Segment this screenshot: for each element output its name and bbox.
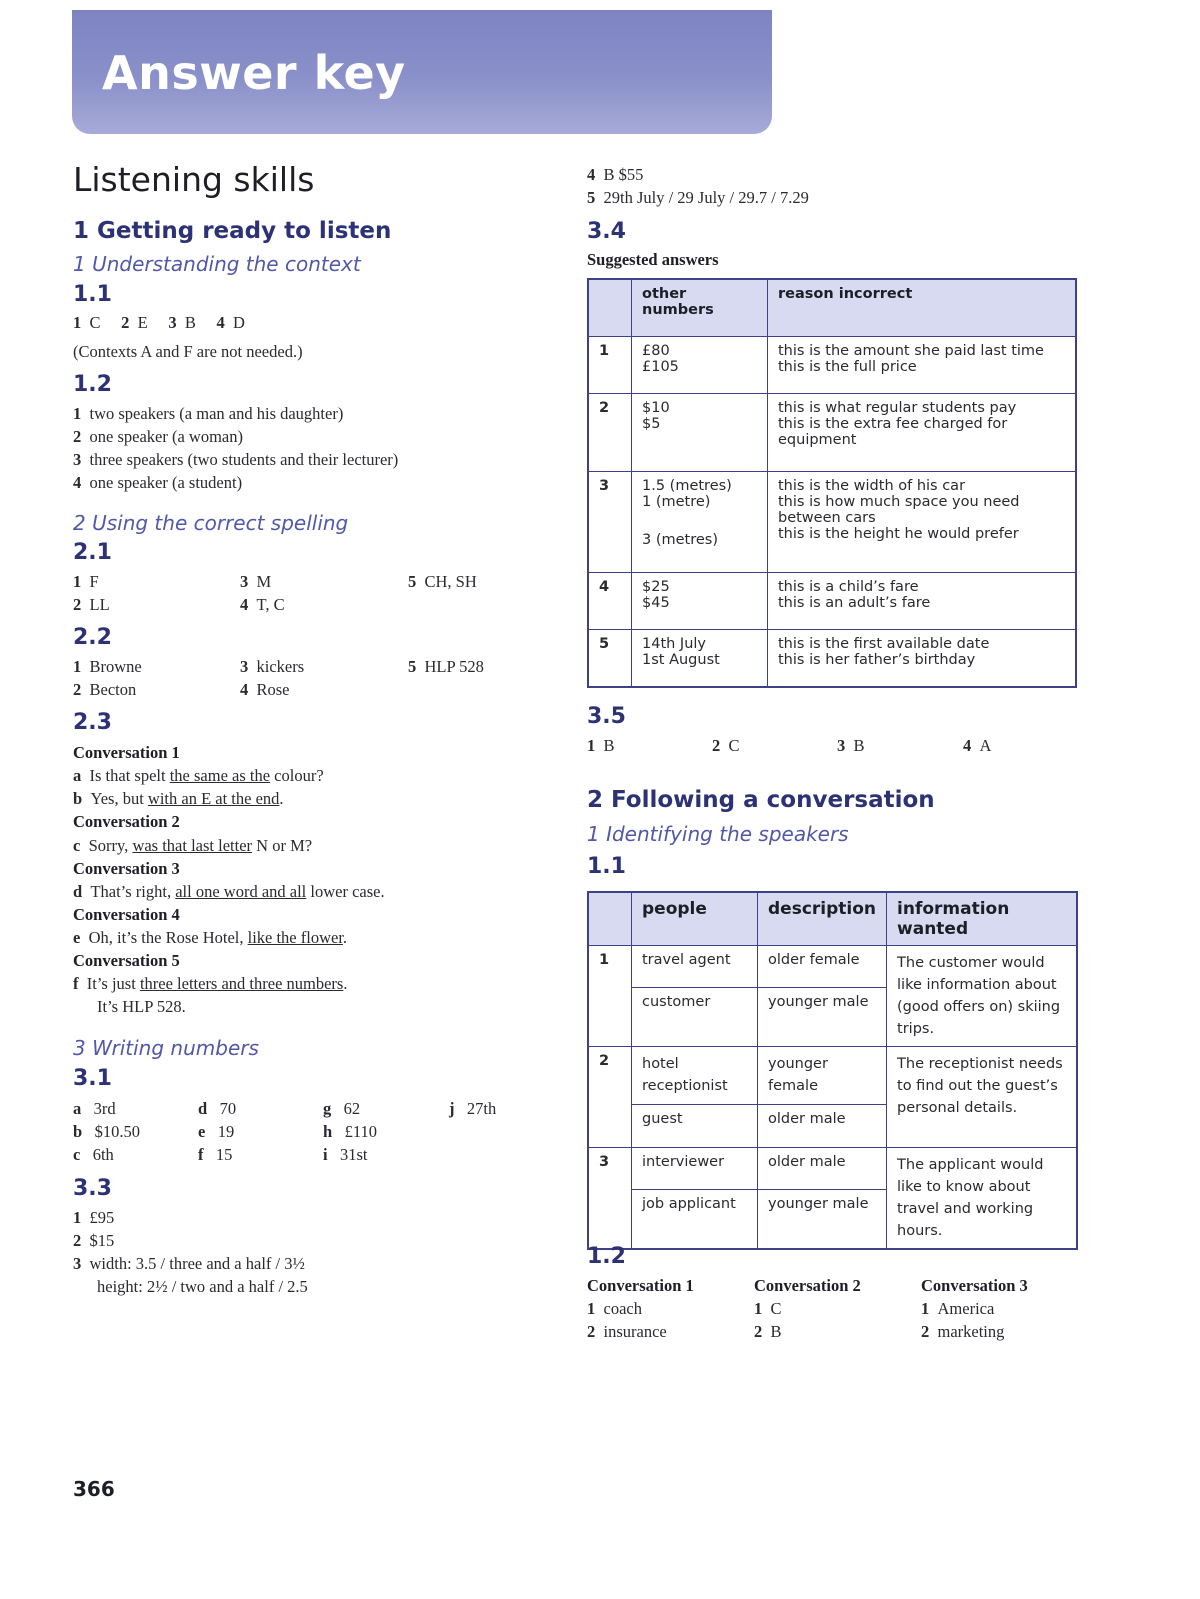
item-letter: c bbox=[73, 836, 81, 855]
item-number: 3 bbox=[73, 450, 82, 469]
item-text: M bbox=[256, 572, 272, 591]
page-number: 366 bbox=[73, 1477, 115, 1501]
item-text: B $55 bbox=[603, 165, 644, 184]
item-text: B bbox=[853, 736, 865, 755]
list-item bbox=[323, 1122, 377, 1142]
list-item bbox=[73, 1231, 114, 1251]
section-1-title: 1 Getting ready to listen bbox=[73, 218, 392, 244]
item-number: 3 bbox=[240, 572, 249, 591]
table-row bbox=[588, 472, 1076, 573]
number-value: $45 bbox=[642, 595, 670, 611]
item-number: 3 bbox=[73, 1254, 82, 1273]
item-number: 2 bbox=[73, 427, 82, 446]
header-cell: information wanted bbox=[887, 892, 1077, 946]
number-value: $5 bbox=[642, 416, 661, 432]
row-number: 4 bbox=[588, 573, 632, 630]
item-letter: b bbox=[73, 789, 83, 808]
header-cell: other numbers bbox=[632, 279, 768, 337]
item-text: kickers bbox=[256, 657, 305, 676]
table-row bbox=[588, 1047, 1077, 1105]
item-letter: d bbox=[198, 1099, 208, 1118]
header-cell bbox=[588, 892, 632, 946]
answer: C bbox=[89, 313, 101, 332]
exercise-3-1-number: 3.1 bbox=[73, 1066, 112, 1091]
item-text: 19 bbox=[217, 1122, 235, 1141]
reason-text: this is the first available date bbox=[778, 636, 990, 652]
exercise-3-5-number: 3.5 bbox=[587, 704, 626, 729]
item-number: 4 bbox=[587, 165, 596, 184]
list-item bbox=[198, 1145, 232, 1165]
subsection-2-title: 2 Using the correct spelling bbox=[73, 511, 349, 535]
item-letter: e bbox=[198, 1122, 206, 1141]
item-letter: c bbox=[73, 1145, 81, 1164]
page-title: Listening skills bbox=[73, 160, 315, 199]
description-cell: younger male bbox=[758, 1190, 887, 1249]
information-cell: The applicant would like to know about travel and working hours. bbox=[887, 1148, 1077, 1250]
item-letter: a bbox=[73, 766, 82, 785]
numbers-cell bbox=[632, 472, 768, 573]
exercise-3-3-number: 3.3 bbox=[73, 1176, 112, 1201]
item-number: 4 bbox=[240, 595, 249, 614]
list-item bbox=[587, 1322, 667, 1342]
list-item bbox=[73, 657, 142, 677]
underlined-phrase: with an E at the end bbox=[147, 789, 280, 808]
exercise-s2-1-1-number: 1.1 bbox=[587, 854, 626, 879]
item-text: Becton bbox=[89, 680, 137, 699]
list-item-continuation: It’s HLP 528. bbox=[97, 997, 186, 1016]
item-text: Sorry, bbox=[88, 836, 133, 855]
description-cell: older female bbox=[758, 946, 887, 988]
table-s2-1-1 bbox=[587, 891, 1078, 1250]
item-number: 1 bbox=[73, 404, 82, 423]
numbers-cell bbox=[632, 630, 768, 687]
item-number: 2 bbox=[921, 1322, 930, 1341]
item-text: It’s just bbox=[86, 974, 140, 993]
item-letter: f bbox=[198, 1145, 204, 1164]
item-number: 1 bbox=[73, 313, 82, 332]
list-item bbox=[587, 736, 615, 756]
item-letter: f bbox=[73, 974, 79, 993]
number-value: 1st August bbox=[642, 652, 720, 668]
header-cell bbox=[588, 279, 632, 337]
item-letter: e bbox=[73, 928, 81, 947]
exercise-2-3-number: 2.3 bbox=[73, 710, 112, 735]
item-text: . bbox=[342, 928, 348, 947]
item-text: T, C bbox=[256, 595, 285, 614]
group-number: 1 bbox=[588, 946, 632, 1047]
conversation-heading: Conversation 1 bbox=[587, 1276, 694, 1295]
item-text: America bbox=[937, 1299, 995, 1318]
item-text: one speaker (a student) bbox=[89, 473, 243, 492]
list-item bbox=[73, 1254, 305, 1274]
underlined-phrase: the same as the bbox=[169, 766, 271, 785]
list-item bbox=[240, 572, 271, 592]
item-number: 4 bbox=[240, 680, 249, 699]
item-number: 5 bbox=[408, 572, 417, 591]
list-item bbox=[587, 165, 643, 185]
item-text: HLP 528 bbox=[424, 657, 484, 676]
item-text: C bbox=[728, 736, 740, 755]
list-item bbox=[712, 736, 740, 756]
list-item bbox=[73, 473, 242, 493]
number-value: 1 (metre) bbox=[642, 494, 711, 510]
list-item bbox=[73, 1099, 116, 1119]
list-item bbox=[754, 1322, 782, 1342]
item-text: coach bbox=[603, 1299, 642, 1318]
conversation-heading: Conversation 4 bbox=[73, 905, 180, 924]
reason-cell bbox=[768, 630, 1077, 687]
item-text: 15 bbox=[215, 1145, 233, 1164]
people-cell: guest bbox=[632, 1105, 758, 1148]
item-letter: b bbox=[73, 1122, 83, 1141]
item-text: Yes, but bbox=[90, 789, 148, 808]
item-number: 2 bbox=[73, 680, 82, 699]
item-text: 31st bbox=[339, 1145, 368, 1164]
item-number: 2 bbox=[73, 595, 82, 614]
information-cell: The receptionist needs to find out the guest’s personal details. bbox=[887, 1047, 1077, 1148]
item-text: 3rd bbox=[93, 1099, 116, 1118]
item-text: CH, SH bbox=[424, 572, 477, 591]
list-item bbox=[73, 1145, 114, 1165]
reason-text: this is her father’s birthday bbox=[778, 652, 976, 668]
row-number: 1 bbox=[588, 337, 632, 394]
table-row bbox=[588, 1148, 1077, 1190]
item-number: 3 bbox=[168, 313, 177, 332]
item-letter: a bbox=[73, 1099, 82, 1118]
numbers-cell bbox=[632, 573, 768, 630]
item-text: That’s right, bbox=[90, 882, 176, 901]
subsection-3-title: 3 Writing numbers bbox=[73, 1036, 259, 1060]
list-item bbox=[73, 595, 110, 615]
item-text: . bbox=[343, 974, 348, 993]
group-number: 3 bbox=[588, 1148, 632, 1250]
subsection-identifying-speakers: 1 Identifying the speakers bbox=[587, 822, 849, 846]
exercise-1-1-note: (Contexts A and F are not needed.) bbox=[73, 342, 303, 361]
row-number: 3 bbox=[588, 472, 632, 573]
header-cell: description bbox=[758, 892, 887, 946]
group-number: 2 bbox=[588, 1047, 632, 1148]
description-cell: older male bbox=[758, 1148, 887, 1190]
exercise-3-4-number: 3.4 bbox=[587, 219, 626, 244]
exercise-1-1-answers bbox=[73, 313, 245, 333]
item-text: . bbox=[279, 789, 284, 808]
row-number: 2 bbox=[588, 394, 632, 472]
item-text: three speakers (two students and their lecturer) bbox=[89, 450, 399, 469]
item-text: B bbox=[603, 736, 615, 755]
list-item bbox=[73, 680, 136, 700]
list-item bbox=[73, 1208, 114, 1228]
reason-text: this is the extra fee charged for equipment bbox=[778, 416, 1008, 448]
numbers-cell bbox=[632, 337, 768, 394]
item-text: lower case. bbox=[306, 882, 385, 901]
list-item bbox=[73, 836, 312, 856]
reason-cell bbox=[768, 573, 1077, 630]
item-number: 1 bbox=[754, 1299, 763, 1318]
item-letter: g bbox=[323, 1099, 332, 1118]
people-cell: hotel receptionist bbox=[632, 1047, 758, 1105]
item-number: 1 bbox=[73, 1208, 82, 1227]
underlined-phrase: like the flower bbox=[247, 928, 343, 947]
list-item bbox=[73, 974, 347, 994]
list-item bbox=[73, 404, 343, 424]
item-text: Browne bbox=[89, 657, 142, 676]
item-letter: h bbox=[323, 1122, 333, 1141]
item-text: N or M? bbox=[252, 836, 313, 855]
subsection-1-title: 1 Understanding the context bbox=[73, 252, 361, 276]
item-text: £95 bbox=[89, 1208, 115, 1227]
exercise-1-1-number: 1.1 bbox=[73, 282, 112, 307]
item-number: 2 bbox=[712, 736, 721, 755]
table-3-4 bbox=[587, 278, 1077, 688]
conversation-heading: Conversation 3 bbox=[73, 859, 180, 878]
header-cell: people bbox=[632, 892, 758, 946]
number-value: 1.5 (metres) bbox=[642, 478, 732, 494]
answer: D bbox=[233, 313, 245, 332]
section-2-title: 2 Following a conversation bbox=[587, 787, 935, 813]
reason-text: this is the amount she paid last time bbox=[778, 343, 1044, 359]
list-item bbox=[73, 450, 398, 470]
item-number: 2 bbox=[754, 1322, 763, 1341]
list-item bbox=[837, 736, 865, 756]
item-number: 2 bbox=[587, 1322, 596, 1341]
list-item bbox=[240, 595, 285, 615]
description-cell: younger female bbox=[758, 1047, 887, 1105]
item-text: Rose bbox=[256, 680, 290, 699]
list-item bbox=[198, 1122, 234, 1142]
description-cell: younger male bbox=[758, 988, 887, 1047]
reason-cell bbox=[768, 472, 1077, 573]
spacer bbox=[642, 510, 757, 532]
number-value: $25 bbox=[642, 579, 670, 595]
item-number: 1 bbox=[587, 1299, 596, 1318]
conversation-heading: Conversation 2 bbox=[73, 812, 180, 831]
reason-text: this is how much space you need between cars bbox=[778, 494, 1020, 526]
underlined-phrase: three letters and three numbers bbox=[139, 974, 344, 993]
conversation-heading: Conversation 1 bbox=[73, 743, 180, 762]
list-item bbox=[240, 680, 290, 700]
table-row bbox=[588, 946, 1077, 988]
item-text: insurance bbox=[603, 1322, 667, 1341]
underlined-phrase: was that last letter bbox=[132, 836, 253, 855]
number-value: £80 bbox=[642, 343, 670, 359]
item-text: B bbox=[770, 1322, 782, 1341]
table-row bbox=[588, 394, 1076, 472]
list-item bbox=[73, 572, 99, 592]
list-item bbox=[73, 928, 347, 948]
item-letter: d bbox=[73, 882, 83, 901]
header-cell: reason incorrect bbox=[768, 279, 1077, 337]
item-number: 4 bbox=[216, 313, 225, 332]
item-text: one speaker (a woman) bbox=[89, 427, 243, 446]
item-text: 27th bbox=[466, 1099, 497, 1118]
list-item bbox=[921, 1299, 994, 1319]
reason-text: this is the full price bbox=[778, 359, 917, 375]
item-text: 29th July / 29 July / 29.7 / 7.29 bbox=[603, 188, 809, 207]
people-cell: interviewer bbox=[632, 1148, 758, 1190]
item-number: 1 bbox=[587, 736, 596, 755]
item-number: 5 bbox=[408, 657, 417, 676]
item-text: two speakers (a man and his daughter) bbox=[89, 404, 344, 423]
list-item bbox=[408, 572, 477, 592]
list-item bbox=[323, 1099, 360, 1119]
item-text: LL bbox=[89, 595, 110, 614]
list-item bbox=[587, 1299, 642, 1319]
item-text: colour? bbox=[270, 766, 324, 785]
item-text: Oh, it’s the Rose Hotel, bbox=[88, 928, 248, 947]
description-cell: older male bbox=[758, 1105, 887, 1148]
item-text: A bbox=[979, 736, 992, 755]
item-text: C bbox=[770, 1299, 782, 1318]
item-text: width: 3.5 / three and a half / 3½ bbox=[89, 1254, 305, 1273]
reason-text: this is a child’s fare bbox=[778, 579, 919, 595]
suggested-answers-label: Suggested answers bbox=[587, 250, 719, 269]
table-row bbox=[588, 337, 1076, 394]
exercise-s2-1-2-number: 1.2 bbox=[587, 1244, 626, 1269]
item-number: 2 bbox=[73, 1231, 82, 1250]
item-text: Is that spelt bbox=[89, 766, 170, 785]
row-number: 5 bbox=[588, 630, 632, 687]
answer: E bbox=[137, 313, 148, 332]
reason-cell bbox=[768, 337, 1077, 394]
item-number: 3 bbox=[240, 657, 249, 676]
number-value: $10 bbox=[642, 400, 670, 416]
list-item bbox=[73, 766, 324, 786]
answer: B bbox=[184, 313, 196, 332]
list-item bbox=[73, 1122, 140, 1142]
list-item bbox=[323, 1145, 367, 1165]
item-text: F bbox=[89, 572, 99, 591]
conversation-heading: Conversation 5 bbox=[73, 951, 180, 970]
table-header-row bbox=[588, 892, 1077, 946]
reason-text: this is an adult’s fare bbox=[778, 595, 931, 611]
table-header-row bbox=[588, 279, 1076, 337]
item-text: £110 bbox=[344, 1122, 377, 1141]
item-number: 2 bbox=[121, 313, 130, 332]
item-letter: j bbox=[449, 1099, 455, 1118]
banner-title: Answer key bbox=[102, 46, 406, 100]
list-item bbox=[73, 789, 284, 809]
underlined-phrase: all one word and all bbox=[175, 882, 307, 901]
list-item bbox=[754, 1299, 782, 1319]
table-row bbox=[588, 573, 1076, 630]
item-number: 1 bbox=[921, 1299, 930, 1318]
conversation-heading: Conversation 2 bbox=[754, 1276, 861, 1295]
item-number: 4 bbox=[963, 736, 972, 755]
people-cell: customer bbox=[632, 988, 758, 1047]
reason-cell bbox=[768, 394, 1077, 472]
item-number: 3 bbox=[837, 736, 846, 755]
list-item bbox=[587, 188, 809, 208]
item-number: 1 bbox=[73, 572, 82, 591]
number-value: £105 bbox=[642, 359, 679, 375]
list-item bbox=[240, 657, 304, 677]
number-value: 14th July bbox=[642, 636, 707, 652]
item-text: 6th bbox=[92, 1145, 114, 1164]
list-item-continuation: height: 2½ / two and a half / 2.5 bbox=[97, 1277, 308, 1296]
answer-key-banner bbox=[72, 10, 772, 134]
information-cell: The customer would like information about (good offers on) skiing trips. bbox=[887, 946, 1077, 1047]
people-cell: job applicant bbox=[632, 1190, 758, 1249]
item-letter: i bbox=[323, 1145, 328, 1164]
exercise-1-2-number: 1.2 bbox=[73, 372, 112, 397]
list-item bbox=[73, 882, 385, 902]
list-item bbox=[73, 427, 243, 447]
item-number: 5 bbox=[587, 188, 596, 207]
list-item bbox=[408, 657, 484, 677]
list-item bbox=[963, 736, 991, 756]
item-text: $10.50 bbox=[94, 1122, 140, 1141]
number-value: 3 (metres) bbox=[642, 532, 718, 548]
reason-text: this is the height he would prefer bbox=[778, 526, 1019, 542]
table-row bbox=[588, 630, 1076, 687]
conversation-heading: Conversation 3 bbox=[921, 1276, 1028, 1295]
item-text: 62 bbox=[343, 1099, 361, 1118]
reason-text: this is the width of his car bbox=[778, 478, 966, 494]
item-text: marketing bbox=[937, 1322, 1005, 1341]
item-number: 4 bbox=[73, 473, 82, 492]
list-item bbox=[198, 1099, 236, 1119]
exercise-2-1-number: 2.1 bbox=[73, 540, 112, 565]
reason-text: this is what regular students pay bbox=[778, 400, 1017, 416]
list-item bbox=[449, 1099, 496, 1119]
numbers-cell bbox=[632, 394, 768, 472]
item-text: $15 bbox=[89, 1231, 115, 1250]
item-number: 1 bbox=[73, 657, 82, 676]
item-text: 70 bbox=[219, 1099, 237, 1118]
list-item bbox=[921, 1322, 1004, 1342]
exercise-2-2-number: 2.2 bbox=[73, 625, 112, 650]
people-cell: travel agent bbox=[632, 946, 758, 988]
